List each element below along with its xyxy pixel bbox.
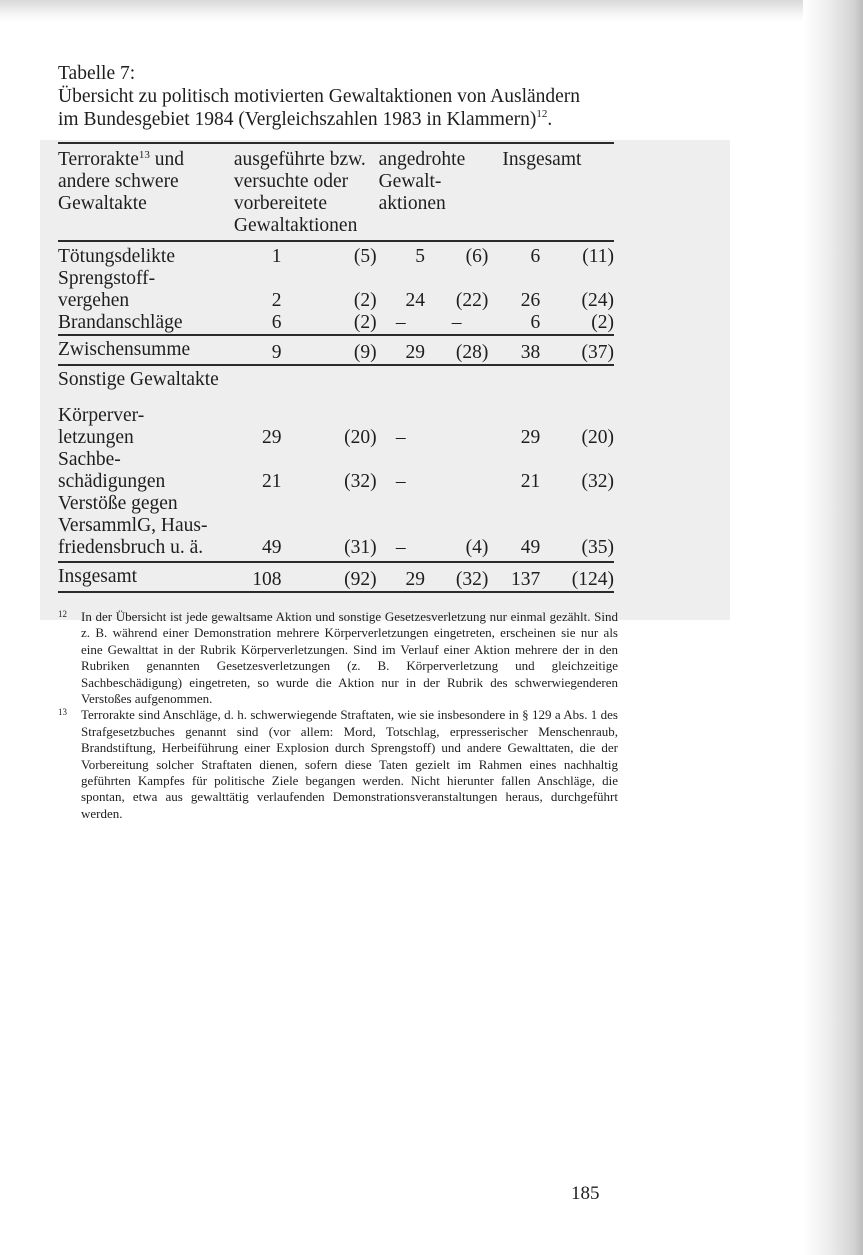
cell-threatened-prev: (4) [425, 493, 488, 562]
cell-executed: 29 [261, 427, 282, 448]
row-label: Zwischensumme [58, 335, 231, 365]
section-heading: Sonstige Gewaltakte [58, 369, 219, 390]
footnote-mark: 12 [58, 609, 67, 619]
cell-executed: 6 [271, 312, 282, 333]
cell-threatened: 24 [405, 290, 425, 311]
cell-threatened: – [395, 312, 406, 333]
cell-threatened-prev: – [451, 312, 462, 333]
table-row [58, 405, 614, 449]
row-label: Verstöße gegen VersammlG, Haus- friedensbruch u. ä. [58, 493, 231, 562]
cell-total: 6 [530, 312, 541, 333]
table-row [58, 493, 614, 562]
footnote-12 [58, 609, 618, 707]
section-heading-row [58, 365, 614, 405]
cell-executed-prev: (5) [353, 246, 377, 267]
cell-total-prev: (35) [540, 493, 614, 562]
cell-total: 137 [488, 562, 540, 592]
cell-total-prev: (32) [581, 471, 614, 492]
cell-threatened: – [377, 493, 425, 562]
page-number: 185 [571, 1183, 600, 1204]
cell-threatened: – [395, 471, 406, 492]
row-label: Sprengstoff- vergehen [58, 268, 156, 311]
cell-total-prev: (20) [581, 427, 614, 448]
cell-executed: 9 [231, 335, 282, 365]
cell-executed-prev: (32) [344, 471, 377, 492]
cell-executed: 49 [231, 493, 282, 562]
cell-threatened: 29 [377, 335, 425, 365]
cell-total: 29 [520, 427, 541, 448]
table-caption [58, 62, 618, 131]
cell-executed-prev: (2) [353, 290, 377, 311]
cell-threatened-prev: (22) [455, 290, 489, 311]
row-label: Insgesamt [58, 562, 231, 592]
caption-period: . [547, 109, 553, 130]
subtotal-row [58, 335, 614, 365]
cell-executed-prev: (92) [281, 562, 376, 592]
cell-total-prev: (124) [540, 562, 614, 592]
cell-total-prev: (2) [591, 312, 614, 333]
row-label: Brandanschläge [58, 312, 183, 333]
footnote-13 [58, 707, 618, 822]
cell-total-prev: (11) [582, 246, 614, 267]
caption-title-line1: Übersicht zu politisch motivierten Gewaltaktionen von Ausländern [58, 86, 581, 107]
cell-threatened-prev: (32) [425, 562, 488, 592]
header-executed-actions: ausgeführte bzw. versuchte oder vorbereitete Gewaltaktionen [233, 149, 366, 236]
cell-executed-prev: (9) [281, 335, 376, 365]
cell-threatened-prev: (6) [465, 246, 489, 267]
cell-executed: 21 [261, 471, 282, 492]
cell-executed-prev: (20) [344, 427, 377, 448]
cell-threatened: – [395, 427, 406, 448]
violence-statistics-table [58, 142, 614, 593]
cell-total-prev: (24) [581, 290, 614, 311]
footnote-ref-12[interactable]: 12 [536, 108, 548, 120]
footnote-text: Terrorakte sind Anschläge, d. h. schwerwiegende Straftaten, wie sie insbesondere in § 129 a Abs. 1 des Strafgesetzbuches genannt sind (vor allem: Mord, Totschlag, erpresserischer Menschenraub, Brandstiftung, Herbeiführung einer Explosion durch Sprengstoff) und andere Gewalttaten, die der Vorbereitung solcher Straftaten dienen, sofern diese Taten gezielt im Rahmen eines nachhaltig geführten Kampfes für politische Ziele begangen werden. Nicht hierunter fallen Anschläge, die spontan, etwa aus gewalttätig verlaufenden Demonstrationsveranstaltungen heraus, durchgeführt werden. [81, 707, 618, 821]
scan-shadow-right [803, 0, 863, 1255]
cell-threatened-prev [425, 405, 488, 449]
caption-label: Tabelle 7: [58, 63, 136, 84]
header-category: Terrorakte$^{13}$ und andere schwere Gewaltakte [58, 149, 185, 214]
footnote-text: In der Übersicht ist jede gewaltsame Aktion und sonstige Gesetzesverletzung nur einmal gezählt. Sind z. B. während einer Demonstration mehrere Körperverletzungen eingetreten, erscheinen sie nur als eine Gewalttat in der Rubrik Körperverletzungen. Sind im Verlauf einer Aktion mehrere der in den Rubriken genannten Gesetzesverletzungen (z. B. Körperverletzung und gleichzeitige Sachbeschädigung) eingetreten, so wurde die Aktion nur in der Rubrik des schwerwiegenderen Verstoßes aufgenommen. [81, 609, 618, 707]
header-threatened-actions: angedrohte Gewalt- aktionen [378, 149, 466, 214]
total-row [58, 562, 614, 592]
footnotes [58, 609, 618, 822]
table-row [58, 449, 614, 493]
document-page [58, 62, 618, 822]
cell-total: 38 [488, 335, 540, 365]
cell-total-prev: (37) [540, 335, 614, 365]
row-label: Tötungsdelikte [58, 246, 175, 267]
cell-threatened: 5 [415, 246, 425, 267]
cell-executed: 2 [271, 290, 282, 311]
cell-executed-prev: (31) [281, 493, 376, 562]
cell-executed: 1 [271, 246, 282, 267]
scan-shadow-top [0, 0, 863, 22]
footnote-ref-13[interactable]: 13 [138, 149, 150, 161]
cell-executed-prev: (2) [353, 312, 377, 333]
footnote-mark: 13 [58, 707, 67, 718]
cell-total: 6 [530, 246, 541, 267]
cell-total: 21 [520, 471, 541, 492]
table-header-row [58, 143, 614, 241]
cell-executed: 108 [231, 562, 282, 592]
table-row [58, 268, 614, 312]
cell-threatened-prev: (28) [425, 335, 488, 365]
row-label: Sachbe- schädigungen [58, 449, 166, 492]
table-row [58, 312, 614, 335]
cell-total: 26 [520, 290, 541, 311]
cell-total: 49 [488, 493, 540, 562]
header-total: Insgesamt [502, 149, 582, 170]
cell-threatened-prev [425, 449, 488, 493]
row-label: Körperver- letzungen [58, 405, 145, 448]
caption-title-line2: im Bundesgebiet 1984 (Vergleichszahlen 1983 in Klammern) [58, 109, 537, 130]
table-row [58, 241, 614, 268]
cell-threatened: 29 [377, 562, 425, 592]
